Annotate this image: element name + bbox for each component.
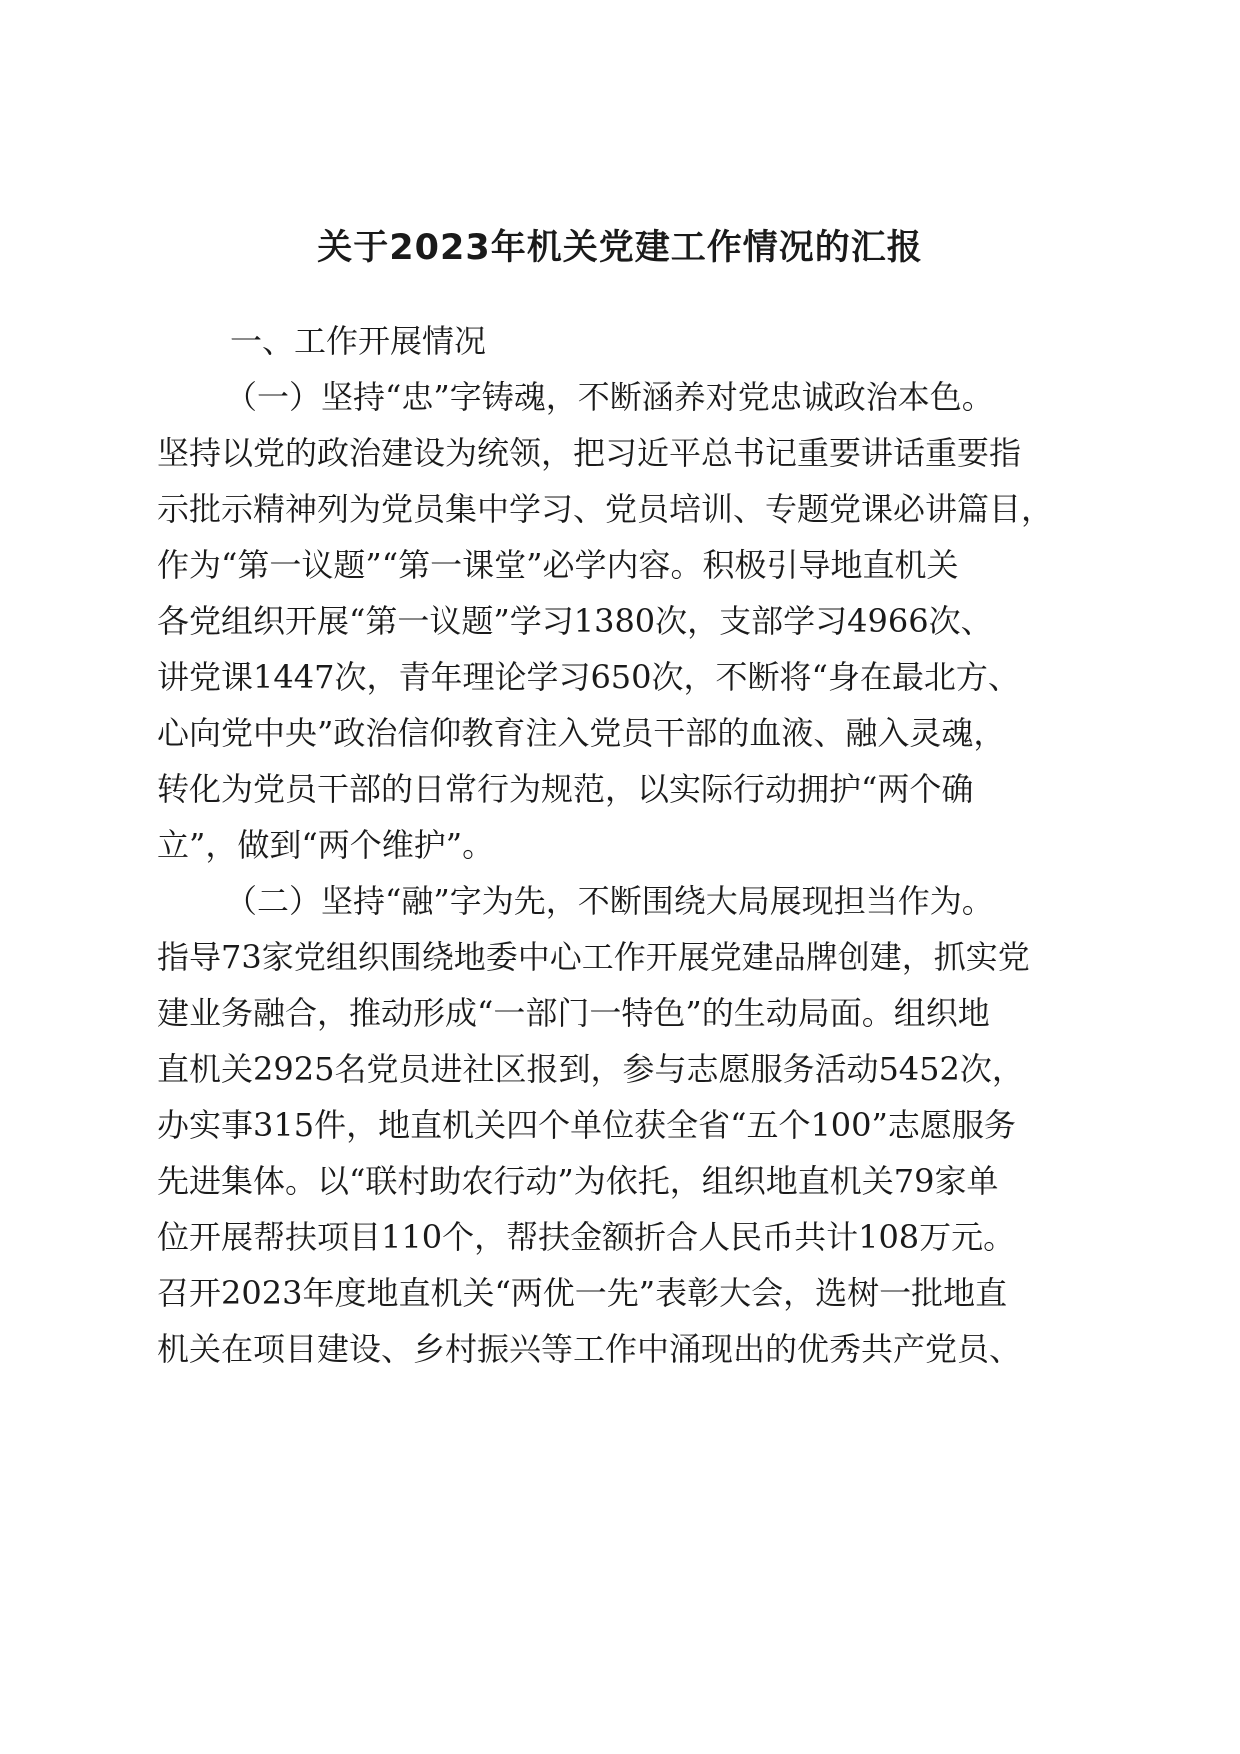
- paragraph-line: 坚持以党的政治建设为统领，把习近平总书记重要讲话重要指: [157, 434, 1022, 472]
- document-title: 关于2023年机关党建工作情况的汇报: [317, 228, 923, 268]
- paragraph-line: 转化为党员干部的日常行为规范，以实际行动拥护“两个确: [157, 770, 974, 808]
- paragraph-line: 讲党课1447次，青年理论学习650次，不断将“身在最北方、: [157, 658, 1020, 696]
- paragraph-line: 心向党中央”政治信仰教育注入党员干部的血液、融入灵魂，: [157, 714, 1006, 752]
- paragraph-line: 先进集体。以“联村助农行动”为依托，组织地直机关79家单: [157, 1162, 999, 1200]
- paragraph-line: 建业务融合，推动形成“一部门一特色”的生动局面。组织地: [157, 994, 990, 1032]
- paragraph-line: 各党组织开展“第一议题”学习1380次，支部学习4966次、: [157, 602, 993, 640]
- paragraph-line: 机关在项目建设、乡村振兴等工作中涌现出的优秀共产党员、: [157, 1330, 1022, 1368]
- paragraph-line: （一）坚持“忠”字铸魂，不断涵养对党忠诚政治本色。: [225, 378, 994, 416]
- paragraph-line: 立”，做到“两个维护”。: [157, 826, 495, 864]
- paragraph-line: 直机关2925名党员进社区报到，参与志愿服务活动5452次，: [157, 1050, 1024, 1088]
- paragraph-line: 召开2023年度地直机关“两优一先”表彰大会，选树一批地直: [157, 1274, 1008, 1312]
- paragraph-line: （二）坚持“融”字为先，不断围绕大局展现担当作为。: [225, 882, 994, 920]
- paragraph-line: 办实事315件，地直机关四个单位获全省“五个100”志愿服务: [157, 1106, 1016, 1144]
- paragraph-line: 指导73家党组织围绕地委中心工作开展党建品牌创建，抓实党: [157, 938, 1030, 976]
- paragraph-line: 作为“第一议题”“第一课堂”必学内容。积极引导地直机关: [157, 546, 959, 584]
- paragraph-line: 位开展帮扶项目110个，帮扶金额折合人民币共计108万元。: [157, 1218, 1016, 1256]
- paragraph-line: 示批示精神列为党员集中学习、党员培训、专题党课必讲篇目，: [157, 490, 1054, 528]
- section-heading: 一、工作开展情况: [230, 322, 487, 360]
